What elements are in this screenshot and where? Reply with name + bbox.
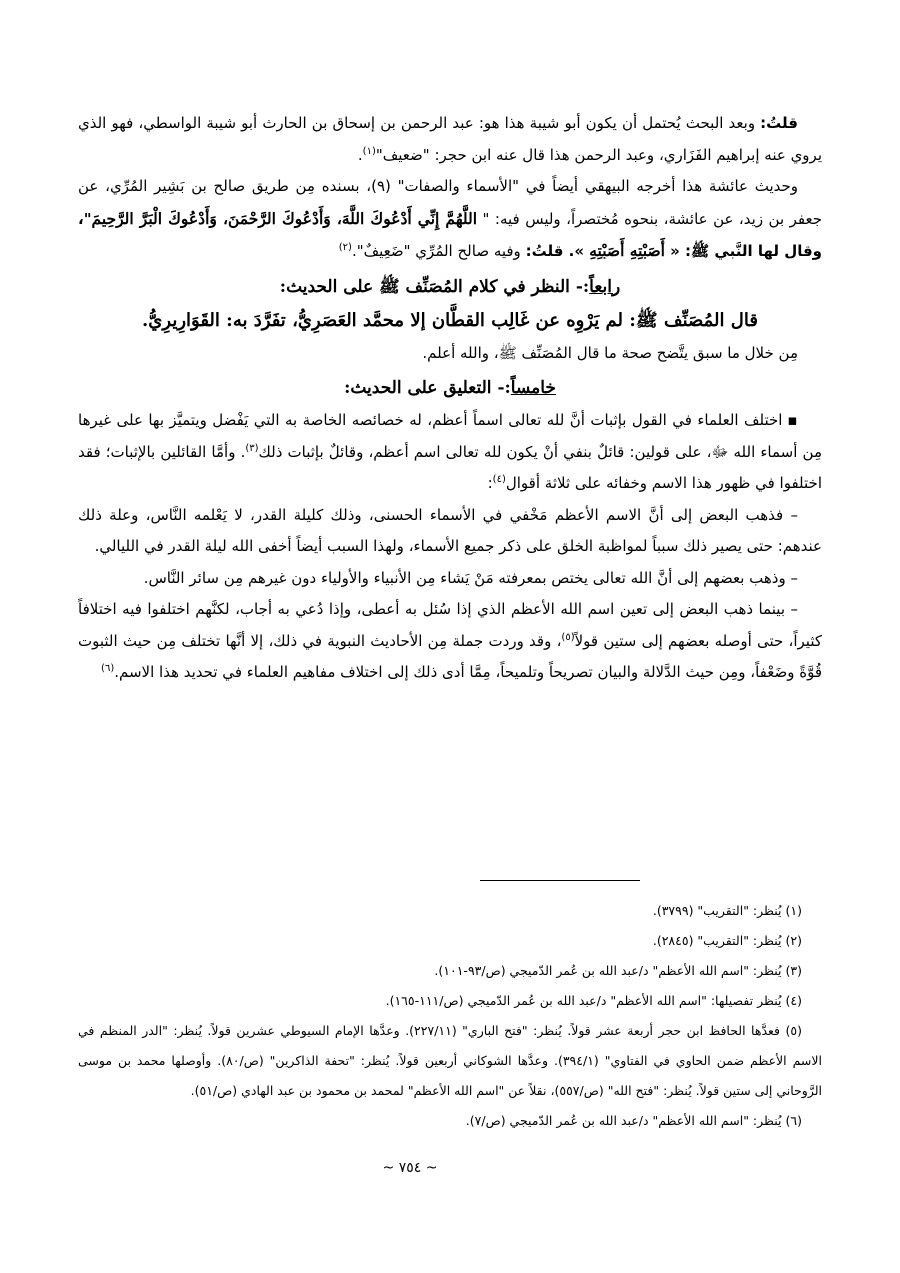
paragraph-6: – وذهب بعضهم إلى أنَّ الله تعالى يختص بمعرفته مَنْ يَشاء مِن الأنبياء والأولياء دون غيرهم مِن سائر النَّاس.: [143, 568, 798, 587]
paragraph-7-text-2: ، وقد وردت جملة مِن الأحاديث النبوية في ذلك، إلا أنَّها تختلف مِن حيث الثبوت قُوَّةً وضَعْفاً، ومِن حيث الدَّلالة والبيان تصريحاً وتلميحاً، مِمَّا أدى ذلك إلى اختلاف مفاهيم العلماء في تحديد هذا الاسم.: [78, 631, 822, 681]
section-heading-4: [78, 272, 822, 302]
paragraph-3: مِن خلال ما سبق يتَّضح صحة ما قال المُصَنِّف ﷺ، والله أعلم.: [422, 343, 798, 362]
paragraph-4-text-2: . وأمَّا القائلين بالإثبات؛ فقد اختلفوا في ظهور هذا الاسم وخفائه على ثلاثة أقوال: [78, 442, 822, 492]
section-heading-4-key: رابعاً: [589, 276, 621, 297]
hadith-quote: أَصَبْتِهِ أَصَبْتِهِ: [589, 241, 665, 260]
paragraph-2: [78, 171, 822, 268]
footnote-1: (١) يُنظر: "التقريب" (٣٧٩٩).: [652, 903, 802, 918]
footnote-ref-4: (٤): [492, 474, 506, 485]
section-heading-5: [78, 373, 822, 403]
paragraph-2-text-3: ».: [563, 242, 590, 260]
section-heading-5-key: خامساً: [510, 378, 556, 398]
footnote-3: (٣) يُنظر: "اسم الله الأعظم" د/عبد الله بن عُمر الدّميجي (ص/٩٣-١٠١).: [434, 963, 802, 978]
footnote-ref-6: (٦): [101, 663, 115, 674]
dua-quote: اللَّهُمَّ إِنِّي أَدْعُوكَ اللَّهَ، وَأَدْعُوكَ الرَّحْمَنَ، وَأَدْعُوكَ الْبَرَّ الرَّحِيمَ: [91, 208, 478, 228]
footnote-separator: [480, 880, 640, 881]
paragraph-1-end: .: [357, 145, 363, 164]
footnotes: [78, 896, 822, 1136]
footnote-ref-3: (٣): [245, 442, 259, 454]
section-heading-5-rest: :- التعليق على الحديث:: [344, 378, 511, 398]
main-text: [78, 108, 822, 689]
paragraph-1-text: وبعد البحث يُحتمل أن يكون أبو شيبة هذا هو: عبد الرحمن بن إسحاق بن الحارث أبو شيبة الواسطي، فهو الذي يروي عنه إبراهيم الفَزَاري، وعبد الرحمن هذا قال عنه ابن حجر: "ضعيف": [78, 114, 822, 164]
paragraph-2-text-4: وفيه صالح المُرِّي "ضَعِيفٌ".: [351, 242, 526, 260]
footnote-ref-1: (١): [362, 145, 376, 157]
paragraph-7: [78, 594, 822, 689]
paragraph-4-text: اختلف العلماء في القول بإثبات أنَّ لله تعالى اسماً أعظم، له خصائصه الخاصة به التي يَفْضل ويتميَّز بها على غيرها مِن أسماء الله ﷻ، على قولين: قائلٌ بنفي أنْ يكون لله تعالى اسم أعظم، وقائلٌ بإثبات ذلك: [78, 411, 822, 461]
footnote-4: (٤) يُنظر تفصيلها: "اسم الله الأعظم" د/عبد الله بن عُمر الدّميجي (ص/١١١-١٦٥).: [385, 993, 802, 1008]
paragraph-2-text-1: وحديث عائشة هذا أخرجه البيهقي أيضاً في "الأسماء والصفات" (٩)، بسنده مِن طريق صالح بن بَشِير المُرِّي، عن جعفر بن زيد، عن عائشة، بنحوه مُختصراً، وليس فيه: ": [78, 177, 822, 228]
paragraph-7-text: – بينما ذهب البعض إلى تعين اسم الله الأعظم الذي إذا سُئل به أعطى، وإذا دُعي به أجاب، لكنَّهم اختلفوا فيه اختلافاً كثيراً، حتى أوصله بعضهم إلى ستين قولاً: [78, 600, 822, 650]
bullet-icon: ▪: [787, 411, 799, 429]
qultu-lead: قلتُ:: [760, 114, 798, 132]
footnote-ref-2: (٢): [338, 242, 352, 253]
page-number: ~ ٧٥٤ ~: [382, 1160, 438, 1176]
qultu-lead-2: قلتُ:: [525, 242, 564, 260]
footnote-6: (٦) يُنظر: "اسم الله الأعظم" د/عبد الله بن عُمر الدّميجي (ص/٧).: [465, 1113, 802, 1128]
paragraph-1: [78, 108, 822, 171]
footnote-ref-5: (٥): [561, 631, 575, 643]
paragraph-2-text-2: "، وقال لها النَّبي ﷺ: «: [78, 209, 822, 260]
section-heading-4-rest: :- النظر في كلام المُصَنِّف ﷺ على الحديث:: [279, 276, 590, 297]
footnote-5: (٥) فعدَّها الحافظ ابن حجر أربعة عشر قولاً. يُنظر: "فتح الباري" (٢٢٧/١١). وعدَّها الإمام السيوطي عشرين قولاً. يُنظر: "الدر المنظم في الاسم الأعظم ضمن الحاوي في الفتاوي" (٣٩٤/١). وعدَّها الشوكاني أربعين قولاً. يُنظر: "تحفة الذاكرين" (ص/٨٠). وأوصلها محمد بن موسى الرَّوحاني إلى ستين قولاً. يُنظر: "فتح الله" (ص/٥٥٧)، نقلاً عن "اسم الله الأعظم" لمحمد بن محمود بن عبد الهادي (ص/٥١).: [78, 1023, 822, 1098]
paragraph-5: – فذهب البعض إلى أنَّ الاسم الأعظم مَخْفي في الأسماء الحسنى، وذلك كليلة القدر، لا يَعْلمه النَّاس، وعلة ذلك عندهم: حتى يصير ذلك سبباً لمواظبة الخلق على ذكر جميع الأسماء، ولهذا السبب أيضاً أخفى الله ليلة القدر في الليالي.: [78, 505, 822, 555]
paragraph-4: [78, 405, 822, 500]
paragraph-4-end: :: [487, 474, 493, 492]
footnote-2: (٢) يُنظر: "التقريب" (٢٨٤٥).: [652, 933, 802, 948]
author-statement: قال المُصَنِّف ﷺ: لم يَرْوِه عن غَالِب القطَّان إلا محمَّد العَصَرِيُّ، تفَرَّدَ به: القَوَارِيرِيُّ.: [142, 309, 758, 331]
